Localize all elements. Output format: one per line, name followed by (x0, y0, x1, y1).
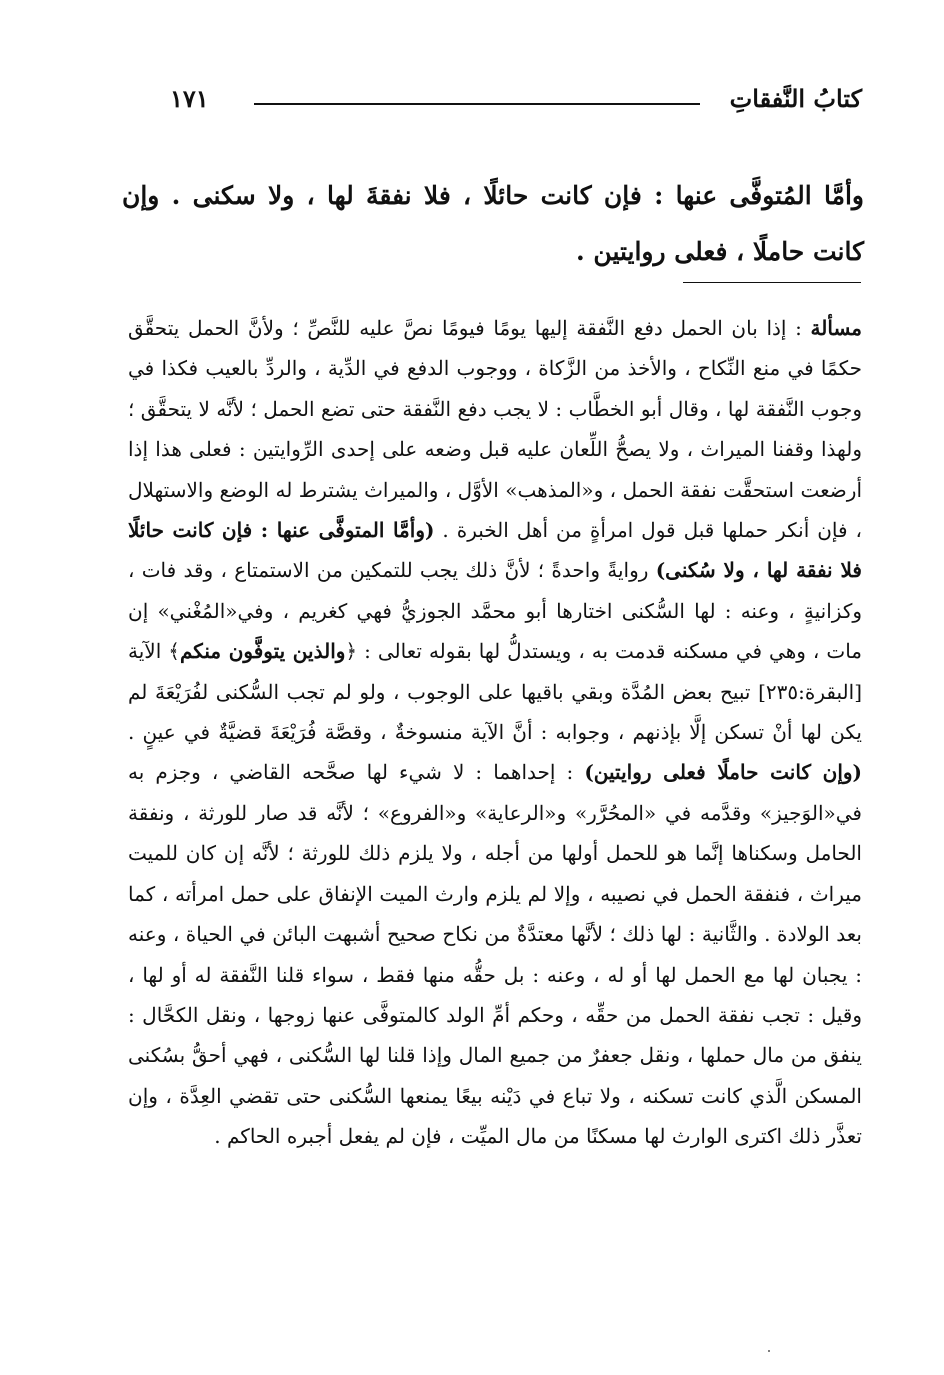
section-divider (683, 282, 861, 283)
page-header (170, 82, 862, 122)
commentary-text: : إذا بان الحمل دفع النَّفقة إليها يومًا فيومًا نصَّ عليه للنَّصِّ ؛ ولأنَّ الحمل يتحقَّق حكمًا في منع النِّكاح ، والأخذ من الزَّكاة ، ووجوب الدفع في الدِّية ، والردِّ بالعيب فكذا في وجوب النَّفقة لها ، وقال أبو الخطَّاب : لا يجب دفع النَّفقة حتى تضع الحمل ؛ لأنَّه لا يتحقَّق ؛ ولهذا وقفنا الميراث ، ولا يصحُّ اللِّعان عليه قبل وضعه على إحدى الرِّوايتين : فعلى هذا إذا أرضعت استحقَّت نفقة الحمل ، و«المذهب» الأوَّل ، والميراث يشترط له الوضع والاستهلال ، فإن أنكر حملها قبل قول امرأةٍ من أهل الخبرة . (128, 316, 863, 543)
commentary (128, 308, 862, 1157)
page-number: ١٧١ (170, 84, 209, 113)
commentary-text: روايةً واحدةً ؛ لأنَّ ذلك يجب للتمكين من الاستمتاع ، وقد فات ، وكزانيةٍ ، وعنه : لها السُّكنى اختارها أبو محمَّد الجوزيُّ فهي كغريم ، وفي«المُغْني» إن مات ، وهي في مسكنه قدمت به ، ويستدلُّ لها بقوله تعالى : ﴿ (128, 558, 863, 664)
commentary-text: : إحداهما : لا شيء لها صحَّحه القاضي ، وجزم به في«الوَجيز» وقدَّمه في «المحُرَّر» و«الرعاية» و«الفروع» ؛ لأنَّه قد صار للورثة ، ونفقة الحامل وسكناها إنَّما هو للحمل أولها من أجله ، ولا يلزم ذلك للورثة ؛ لأنَّه إن كان للميت ميراث ، فنفقة الحمل في نصيبه ، وإلا لم يلزم وارث الميت الإنفاق على حمل امرأته ، كما بعد الولادة . والثَّانية : لها ذلك ؛ لأنَّها معتدَّةٌ من نكاح صحيح أشبهت البائن في الحياة ، وعنه : يجبان لها مع الحمل لها أو له ، وعنه : بل حقُّه منها فقط ، سواء قلنا النَّفقة له أو لها ، وقيل : تجب نفقة الحمل من حقِّه ، وحكم أمِّ الولد كالمتوفَّى عنها زوجها ، ونقل الكحَّال : ينفق من مال حملها ، ونقل جعفرٌ من جميع المال وإذا قلنا لها السُّكنى ، فهي أحقُّ بسُكنى المسكن الَّذي كانت تسكنه ، ولا تباع في دَيْنه بيعًا يمنعها السُّكنى حتى تقضي العِدَّة ، وإن تعذَّر ذلك اكترى الوارث لها مسكنًا من مال الميِّت ، فإن لم يفعل أجبره الحاكم . (128, 760, 862, 1149)
commentary-text: ﴾ الآية [البقرة:٢٣٥] تبيح بعض المُدَّة وبقي باقيها على الوجوب ، ولو لم تجب السُّكنى لفُرَيْعَةَ لم يكن لها أنْ تسكن إلَّا بإذنهم ، وجوابه : أنَّ الآية منسوخةٌ ، وقصَّة فُرَيْعَةَ قضيَّةٌ في عينٍ . (128, 639, 862, 745)
quoted-matn: (وإن كانت حاملًا فعلى روايتين) (584, 760, 863, 785)
chapter-title: كتابُ النَّفقاتِ (729, 84, 862, 113)
page-speck (768, 1350, 770, 1352)
issue-label: مسألة (810, 316, 862, 340)
quoted-matn: (وأمَّا المتوفَّى عنها : فإن كانت حائلًا فلا نفقة لها ، ولا سُكنى) (128, 518, 862, 583)
header-rule (254, 103, 700, 105)
quran-quote: والذين يتوفَّون منكم (179, 639, 346, 664)
main-text: وأمَّا المُتوفَّى عنها : فإن كانت حائلًا ، فلا نفقةَ لها ، ولا سكنى . وإن كانت حاملًا ، فعلى روايتين . (122, 181, 864, 266)
commentary-paragraph (128, 308, 862, 1157)
